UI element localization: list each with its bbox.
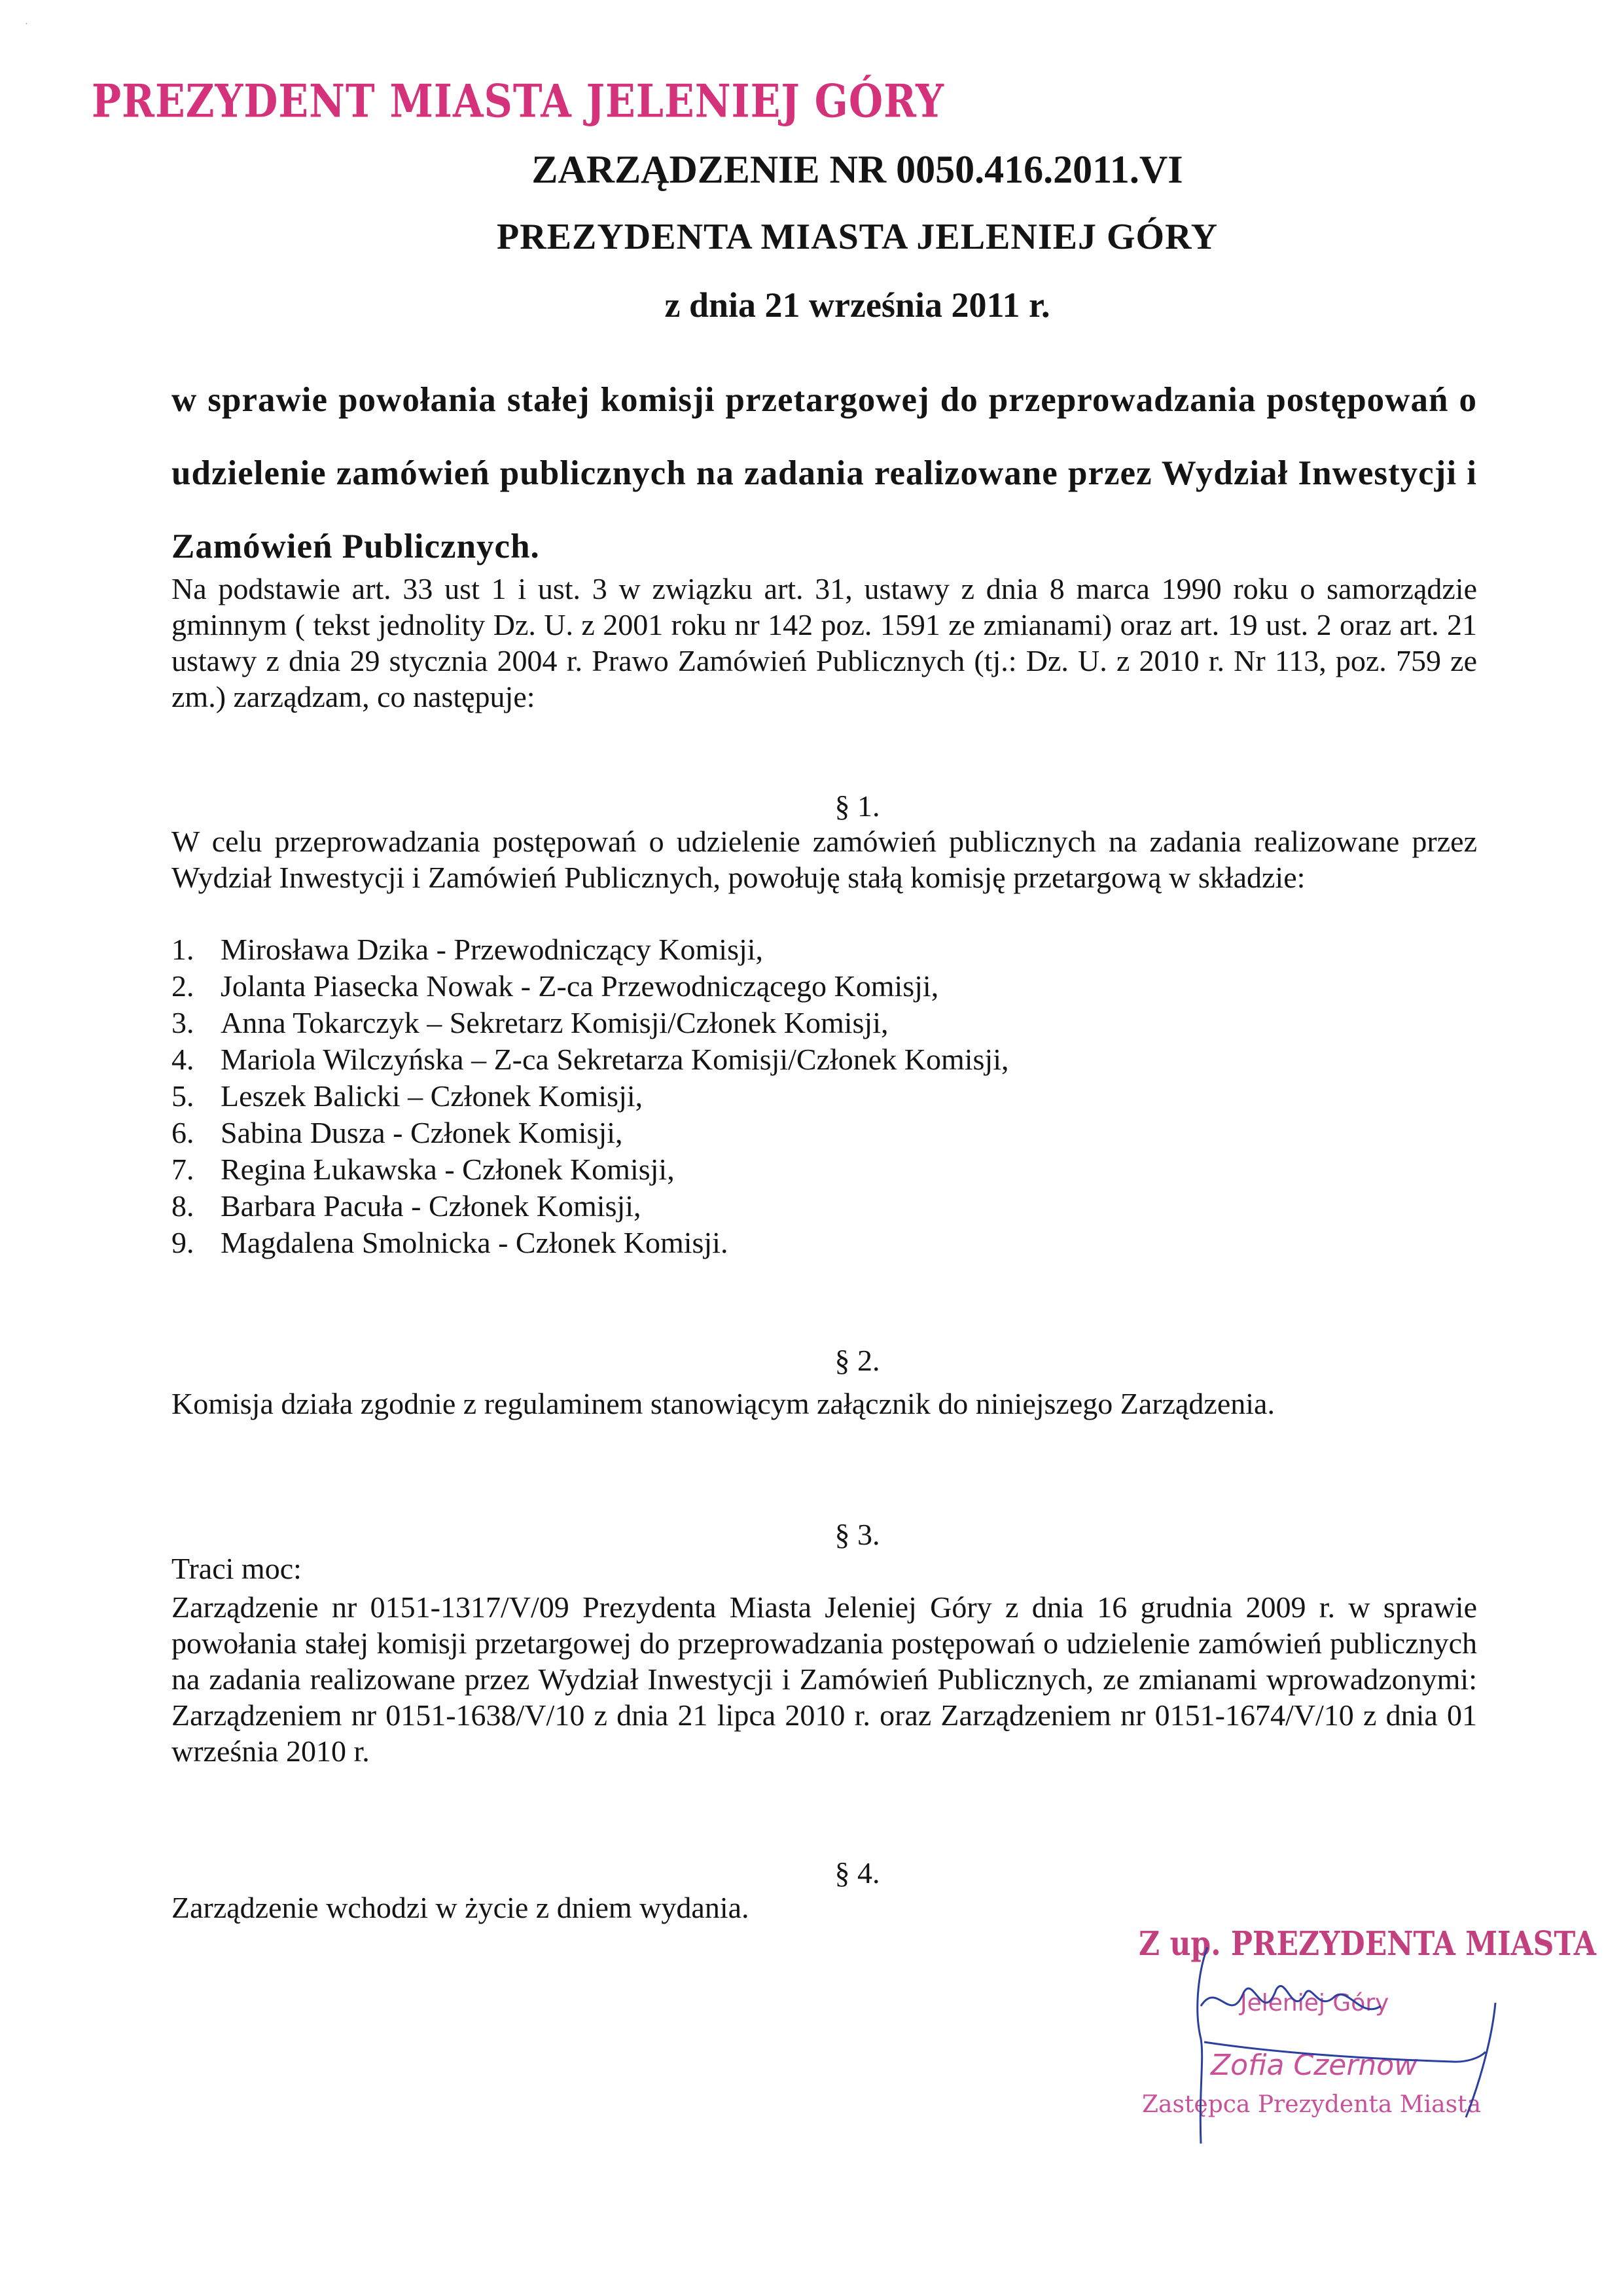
signature-stamp-city: Jeleniej Góry (1240, 1990, 1389, 2017)
signature-stroke (1201, 1986, 1381, 2009)
ordinance-issuer: PREZYDENTA MIASTA JELENIEJ GÓRY (496, 217, 1219, 257)
section-3-lead: Traci moc: (171, 1552, 302, 1585)
list-item: 9. Magdalena Smolnicka - Członek Komisji. (171, 1226, 728, 1259)
committee-members-list (171, 931, 1008, 1261)
scan-mark: · (25, 20, 28, 29)
list-item: 2. Jolanta Piasecka Nowak - Z-ca Przewodniczącego Komisji, (171, 969, 939, 1003)
signature-stamp (1139, 1925, 1596, 2124)
list-item: 3. Anna Tokarczyk – Sekretarz Komisji/Członek Komisji, (171, 1006, 889, 1039)
section-2-text: Komisja działa zgodnie z regulaminem stanowiącym załącznik do niniejszego Zarządzenia. (171, 1387, 1275, 1420)
section-1-text: W celu przeprowadzania postępowań o udzielenie zamówień publicznych na zadania realizowane przez Wydział Inwestycji i Zamówień Publicznych, powołuję stałą komisję przetargową w składzie: (171, 825, 1477, 894)
handwritten-signature (1139, 1928, 1505, 2150)
section-1-title: § 1. (834, 789, 880, 823)
list-item: 1. Mirosława Dzika - Przewodniczący Komisji, (171, 933, 764, 966)
section-4-title: § 4. (834, 1856, 880, 1890)
signature-stroke (1204, 2042, 1486, 2062)
legal-basis-paragraph: Na podstawie art. 33 ust 1 i ust. 3 w związku art. 31, ustawy z dnia 8 marca 1990 roku o samorządzie gminnym ( tekst jednolity Dz. U. z 2001 roku nr 142 poz. 1591 ze zmianami) oraz art. 19 ust. 2 oraz art. 21 ustawy z dnia 29 stycznia 2004 r. Prawo Zamówień Publicznych (tj.: Dz. U. z 2010 r. Nr 113, poz. 759 ze zm.) zarządzam, co następuje: (171, 572, 1477, 713)
ordinance-number: ZARZĄDZENIE NR 0050.416.2011.VI (531, 148, 1183, 191)
list-item: 7. Regina Łukawska - Członek Komisji, (171, 1153, 675, 1186)
signature-stamp-title: Zastępca Prezydenta Miasta (1142, 2091, 1482, 2118)
ordinance-subject: w sprawie powołania stałej komisji przetargowej do przeprowadzania postępowań o udzielenie zamówień publicznych na zadania realizowane przez Wydział Inwestycji i Zamówień Publicznych. (171, 381, 1477, 565)
signature-stamp-authority: Z up. PREZYDENTA MIASTA (1139, 1925, 1596, 1964)
section-4-text: Zarządzenie wchodzi w życie z dniem wydania. (171, 1891, 749, 1924)
office-stamp: PREZYDENT MIASTA JELENIEJ GÓRY (92, 75, 944, 128)
list-item: 5. Leszek Balicki – Członek Komisji, (171, 1079, 643, 1113)
section-3-title: § 3. (834, 1518, 880, 1551)
ordinance-date: z dnia 21 września 2011 r. (664, 285, 1050, 325)
signature-stamp-name: Zofia Czernow (1211, 2049, 1418, 2082)
signature-stroke (1198, 1947, 1207, 2144)
list-item: 4. Mariola Wilczyńska – Z-ca Sekretarza Komisji/Członek Komisji, (171, 1043, 1009, 1076)
list-item: 6. Sabina Dusza - Członek Komisji, (171, 1116, 623, 1149)
list-item: 8. Barbara Pacuła - Członek Komisji, (171, 1189, 641, 1223)
section-2-title: § 2. (834, 1344, 880, 1377)
section-3-text: Zarządzenie nr 0151-1317/V/09 Prezydenta Miasta Jeleniej Góry z dnia 16 grudnia 2009 r. w sprawie powołania stałej komisji przetargowej do przeprowadzania postępowań o udzielenie zamówień publicznych na zadania realizowane przez Wydział Inwestycji i Zamówień Publicznych, ze zmianami wprowadzonymi: Zarządzeniem nr 0151-1638/V/10 z dnia 21 lipca 2010 r. oraz Zarządzeniem nr 0151-1674/V/10 z dnia 01 września 2010 r. (171, 1590, 1477, 1768)
